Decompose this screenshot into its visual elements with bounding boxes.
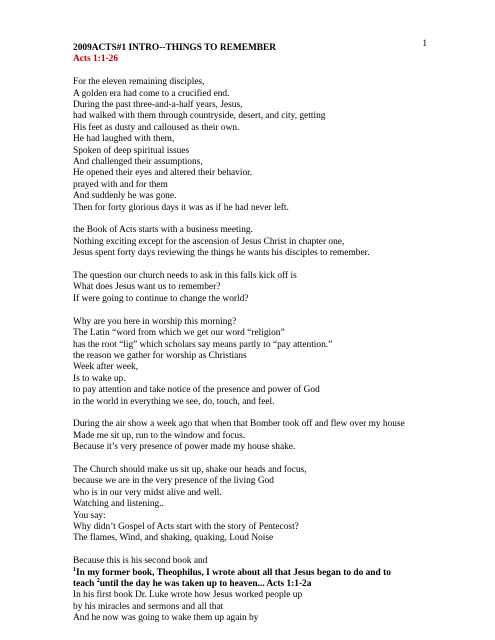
text-line: by his miracles and sermons and all that	[73, 601, 224, 612]
text-line: Watching and listening..	[73, 499, 164, 510]
text-line: For the eleven remaining disciples,	[73, 77, 205, 88]
text-line: Week after week,	[73, 362, 139, 373]
text-line: the reason we gather for worship as Christians	[73, 350, 247, 361]
text-line: If were going to continue to change the world?	[73, 293, 249, 304]
text-line: Is to wake up.	[73, 373, 126, 384]
text-line: During the air show a week ago that when that Bomber took off and flew over my house	[73, 419, 405, 430]
paragraph	[73, 225, 433, 259]
document-body	[73, 43, 433, 625]
document-title: 2009ACTS#1 INTRO--THINGS TO REMEMBER	[73, 43, 277, 53]
text-line: Then for forty glorious days it was as if he had never left.	[73, 202, 289, 213]
text-line: Because this is his second book and	[73, 556, 208, 567]
paragraph-list	[73, 77, 433, 556]
text-line: had walked with them through countryside, desert, and city, getting	[73, 111, 326, 122]
text-line: You say:	[73, 510, 106, 521]
text-line: A golden era had come to a crucified end.	[73, 88, 230, 99]
spacer	[73, 305, 433, 316]
text-line: He opened their eyes and altered their behavior.	[73, 168, 253, 179]
paragraph	[73, 317, 433, 408]
text-line: who is in our very midst alive and well.	[73, 487, 222, 498]
spacer	[73, 454, 433, 465]
text-line: Because it’s very presence of power made my house shake.	[73, 442, 296, 453]
text-line: has the root “lig” which scholars say means partly to “pay attention.”	[73, 339, 333, 350]
scripture-quote-text: In my former book, Theophilus, I wrote about all that Jesus began to do and to	[76, 567, 391, 578]
text-line: Made me sit up, run to the window and focus.	[73, 430, 246, 441]
text-line: Why are you here in worship this morning?	[73, 316, 237, 327]
text-line: The flames, Wind, and shaking, quaking, Loud Noise	[73, 533, 274, 544]
paragraph	[73, 465, 433, 545]
text-line: prayed with and for them	[73, 179, 168, 190]
text-line: And he now was going to wake them up again by	[73, 613, 259, 624]
text-line: In his first book Dr. Luke wrote how Jesus worked people up	[73, 590, 303, 601]
verse-number: 1	[73, 566, 76, 573]
page-number: 1	[422, 39, 427, 49]
text-line: Spoken of deep spiritual issues	[73, 145, 190, 156]
scripture-quote-text: teach	[73, 578, 97, 589]
text-line: What does Jesus want us to remember?	[73, 282, 221, 293]
text-line: to pay attention and take notice of the presence and power of God	[73, 385, 320, 396]
paragraph	[73, 271, 433, 305]
text-line: Nothing exciting except for the ascension of Jesus Christ in chapter one,	[73, 236, 345, 247]
text-line: The question our church needs to ask in this falls kick off is	[73, 271, 297, 282]
text-line: Jesus spent forty days reviewing the things he wants his disciples to remember.	[73, 248, 370, 259]
text-line: And suddenly he was gone.	[73, 191, 177, 202]
scripture-quote-text: until the day he was taken up to heaven... Acts 1:1-2a	[99, 578, 312, 589]
text-line: in the world in everything we see, do, touch, and feel.	[73, 396, 275, 407]
spacer	[73, 408, 433, 419]
spacer	[73, 66, 433, 77]
scripture-quote-line-1	[73, 568, 433, 579]
spacer	[73, 214, 433, 225]
scripture-reference: Acts 1:1-26	[73, 54, 119, 65]
text-line: The Church should make us sit up, shake our heads and focus,	[73, 464, 307, 475]
text-line: The Latin “word from which we get our word “religion”	[73, 328, 285, 339]
text-line: His feet as dusty and calloused as their own.	[73, 122, 240, 133]
final-paragraph	[73, 556, 433, 624]
spacer	[73, 545, 433, 556]
text-line: And challenged their assumptions,	[73, 157, 203, 168]
text-line: the Book of Acts starts with a business meeting.	[73, 225, 253, 236]
verse-number: 2	[96, 577, 100, 584]
paragraph	[73, 77, 433, 214]
paragraph	[73, 419, 433, 453]
scripture-quote-line-2	[73, 579, 433, 590]
spacer	[73, 260, 433, 271]
text-line: He had laughed with them,	[73, 134, 175, 145]
text-line: Why didn’t Gospel of Acts start with the story of Pentecost?	[73, 521, 299, 532]
text-line: During the past three-and-a-half years, Jesus,	[73, 100, 243, 111]
text-line: because we are in the very presence of the living God	[73, 476, 274, 487]
